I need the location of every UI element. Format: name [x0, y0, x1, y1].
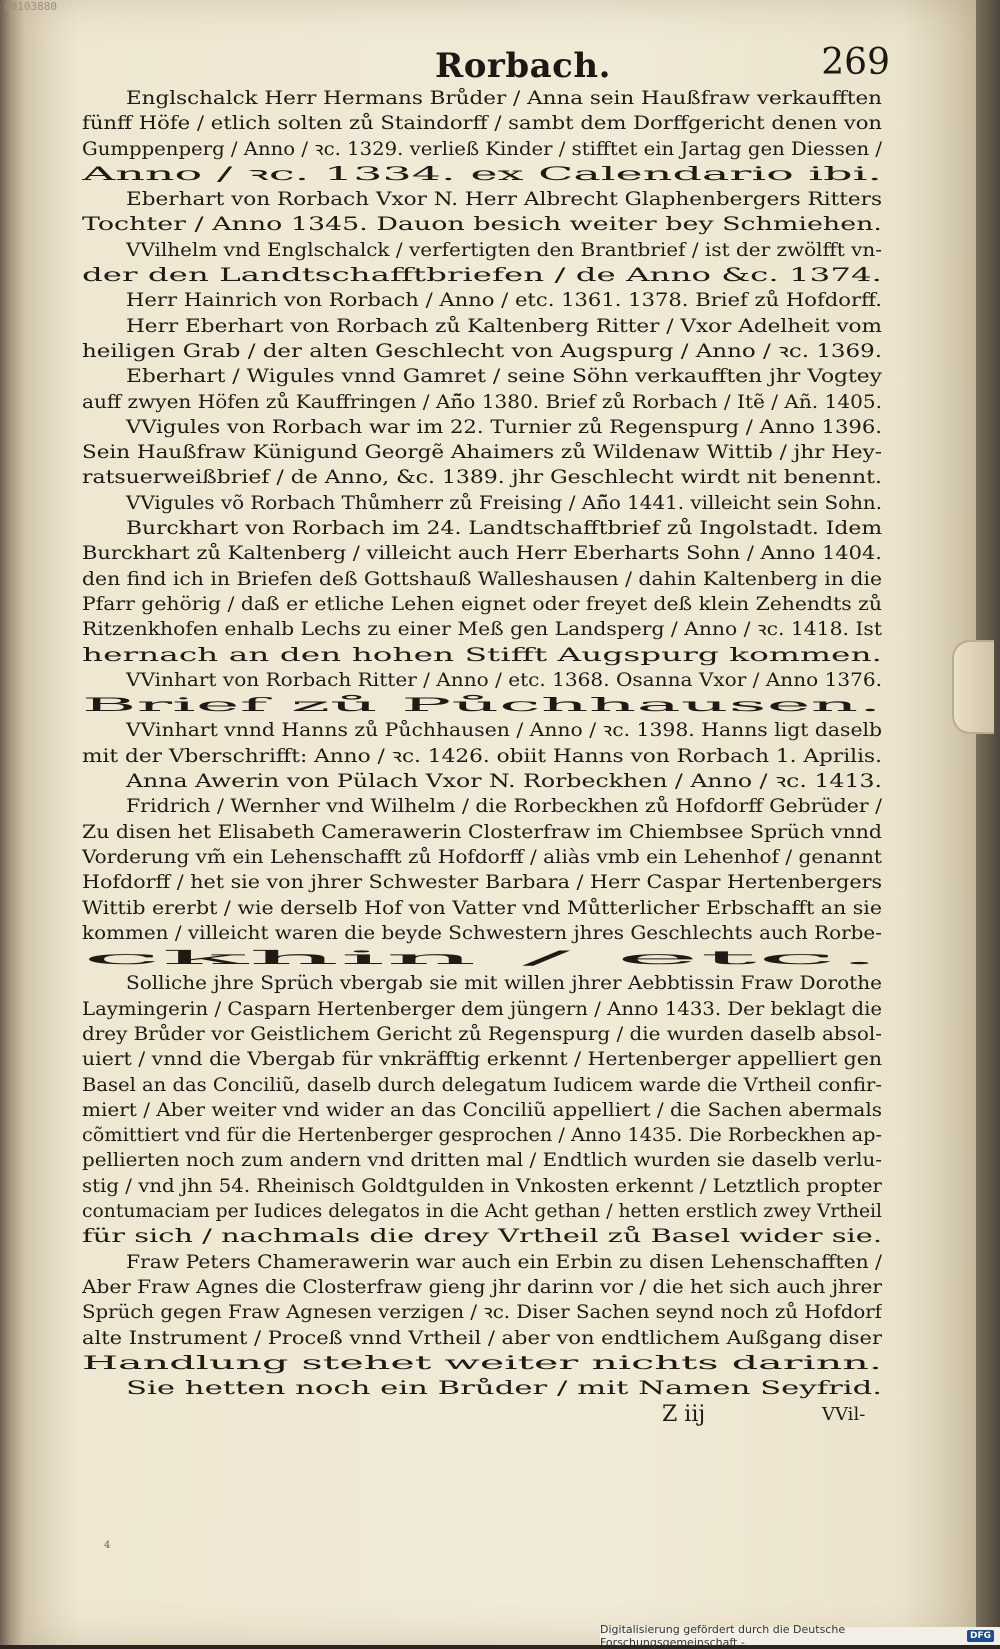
signature-mark: Z iij: [662, 1402, 706, 1427]
text-line: Herr Eberhart von Rorbach zů Kaltenberg Ritter / Vxor Adelheit vom: [126, 315, 882, 337]
text-line: uiert / vnnd die Vbergab für vnkräfftig erkennt / Hertenberger appelliert gen: [82, 1049, 882, 1071]
page-footer: [82, 1400, 882, 1440]
text-line: Sprüch gegen Fraw Agnesen verzigen / ꝛc. Diser Sachen seynd noch zů Hofdorf: [82, 1302, 882, 1324]
text-line: stig / vnd jhn 54. Rheinisch Goldtgulden in Vnkosten erkennt / Letztlich propter: [82, 1175, 882, 1197]
text-line: contumaciam per Iudices delegatos in die Acht gethan / hetten erstlich zwey Vrtheil: [82, 1201, 882, 1223]
text-line: Eberhart von Rorbach Vxor N. Herr Albrecht Glaphenbergers Ritters: [126, 189, 883, 211]
text-line: Burckhart von Rorbach im 24. Landtschafftbrief zů Ingolstadt. Idem: [126, 518, 883, 540]
text-line: Basel an das Conciliũ, daselb durch delegatum Iudicem warde die Vrtheil confir-: [82, 1074, 882, 1096]
scan-right-edge: [976, 0, 1000, 1645]
page-clip-tab: [952, 640, 994, 734]
text-line: Sein Haußfraw Künigund Georgẽ Ahaimers zů Wildenaw Wittib / jhr Hey-: [82, 442, 882, 464]
text-line: Eberhart / Wigules vnnd Gamret / seine Söhn verkaufften jhr Vogtey: [126, 366, 882, 388]
text-line: Aber Fraw Agnes die Closterfraw gieng jhr darinn vor / die het sich auch jhrer: [82, 1276, 882, 1298]
text-line: Fraw Peters Chamerawerin war auch ein Erbin zu disen Lehenschafften /: [126, 1251, 882, 1273]
text-line: ckhin / etc.: [82, 948, 882, 970]
catchword: VVil-: [822, 1404, 866, 1425]
dfg-credit-text: Digitalisierung gefördert durch die Deutsche Forschungsgemeinschaft -: [600, 1623, 846, 1649]
text-line: für sich / nachmals die drey Vrtheil zů Basel wider sie.: [82, 1226, 882, 1248]
text-line: VVigules von Rorbach war im 22. Turnier zů Regenspurg / Anno 1396.: [126, 416, 883, 438]
text-line: VVinhart von Rorbach Ritter / Anno / etc. 1368. Osanna Vxor / Anno 1376.: [126, 669, 883, 691]
text-line: VVigules võ Rorbach Thůmherr zů Freising / Añ̃o 1441. villeicht sein Sohn.: [126, 492, 883, 514]
text-line: Handlung stehet weiter nichts darinn.: [82, 1352, 882, 1374]
text-line: heiligen Grab / der alten Geschlecht von Augspurg / Anno / ꝛc. 1369.: [82, 340, 882, 362]
text-line: Tochter / Anno 1345. Dauon besich weiter bey Schmiehen.: [82, 214, 882, 236]
text-line: miert / Aber weiter vnd wider an das Conciliũ appelliert / die Sachen abermals: [82, 1099, 882, 1121]
text-line: Laymingerin / Casparn Hertenberger dem jüngern / Anno 1433. Der beklagt die: [82, 998, 882, 1020]
text-line: drey Brůder vor Geistlichem Gericht zů Regenspurg / die wurden daselb absol-: [82, 1023, 882, 1045]
text-line: Zu disen het Elisabeth Camerawerin Closterfraw im Chiembsee Sprüch vnnd: [82, 821, 882, 843]
text-line: auff zwyen Höfen zů Kauffringen / Añ̃o 1380. Brief zů Rorbach / Itẽ / Añ. 1405.: [82, 391, 882, 413]
text-line: Sie hetten noch ein Brůder / mit Namen Seyfrid.: [126, 1378, 883, 1400]
text-line: Pfarr gehörig / daß er etliche Lehen eignet oder freyet deß klein Zehendts zů: [82, 593, 882, 615]
text-line: Brief zů Půchhausen.: [82, 695, 882, 717]
text-line: VVilhelm vnd Englschalck / verfertigten den Brantbrief / ist der zwölfft vn-: [126, 239, 883, 261]
margin-mark: 4: [104, 1540, 111, 1551]
dfg-logo: DFG: [967, 1630, 994, 1642]
text-line: VVinhart vnnd Hanns zů Půchhausen / Anno / ꝛc. 1398. Hanns ligt daselb: [126, 720, 883, 742]
text-line: den find ich in Briefen deß Gottshauß Walleshausen / dahin Kaltenberg in die: [82, 568, 882, 590]
text-line: Gumppenperg / Anno / ꝛc. 1329. verließ Kinder / stifftet ein Jartag gen Diessen /: [82, 138, 882, 160]
text-line: ratsuerweißbrief / de Anno, &c. 1389. jhr Geschlecht wirdt nit benennt.: [82, 467, 882, 489]
text-line: Wittib ererbt / wie derselb Hof von Vatter vnd Můtterlicher Erbschafft an sie: [82, 897, 882, 919]
archive-id: 00103880: [4, 0, 57, 13]
text-line: alte Instrument / Proceß vnnd Vrtheil / aber von endtlichem Außgang diser: [82, 1327, 882, 1349]
text-line: cõmittiert vnd für die Hertenberger gesprochen / Anno 1435. Die Rorbeckhen ap-: [82, 1125, 882, 1147]
text-line: Englschalck Herr Hermans Brůder / Anna sein Haußfraw verkaufften: [126, 88, 882, 109]
text-line: kommen / villeicht waren die beyde Schwestern jhres Geschlechts auch Rorbe-: [82, 922, 882, 944]
text-line: Anno / ꝛc. 1334. ex Calendario ibi.: [82, 163, 882, 185]
text-line: mit der Vberschrifft: Anno / ꝛc. 1426. obiit Hanns von Rorbach 1. Aprilis.: [82, 745, 882, 767]
text-line: hernach an den hohen Stifft Augspurg kommen.: [82, 644, 882, 666]
text-line: Ritzenkhofen enhalb Lechs zu einer Meß gen Landsperg / Anno / ꝛc. 1418. Ist: [82, 619, 882, 641]
text-line: pellierten noch zum andern vnd dritten mal / Endtlich wurden sie daselb verlu-: [82, 1150, 882, 1172]
text-line: Solliche jhre Sprüch vbergab sie mit willen jhrer Aebbtissin Fraw Dorothe: [126, 973, 882, 995]
text-line: Fridrich / Wernher vnd Wilhelm / die Rorbeckhen zů Hofdorff Gebrüder /: [126, 796, 883, 818]
text-line: Burckhart zů Kaltenberg / villeicht auch Herr Eberharts Sohn / Anno 1404.: [82, 543, 882, 565]
text-line: Vorderung vm̃ ein Lehenschafft zů Hofdorff / aliàs vmb ein Lehenhof / genannt: [82, 846, 882, 868]
text-line: der den Landtschafftbriefen / de Anno &c. 1374.: [82, 265, 882, 287]
dfg-credit-bar: [600, 1623, 1000, 1649]
body-text: [82, 86, 882, 1401]
text-line: fünff Höfe / etlich solten zů Staindorff / sambt dem Dorffgericht denen von: [82, 113, 882, 135]
text-line: Herr Hainrich von Rorbach / Anno / etc. 1361. 1378. Brief zů Hofdorff.: [126, 290, 882, 312]
running-head: Rorbach.: [435, 46, 611, 86]
text-line: Hofdorff / het sie von jhrer Schwester Barbara / Herr Caspar Hertenbergers: [82, 872, 882, 894]
text-line: Anna Awerin von Pülach Vxor N. Rorbeckhen / Anno / ꝛc. 1413.: [126, 771, 883, 793]
page-number: 269: [821, 42, 890, 83]
